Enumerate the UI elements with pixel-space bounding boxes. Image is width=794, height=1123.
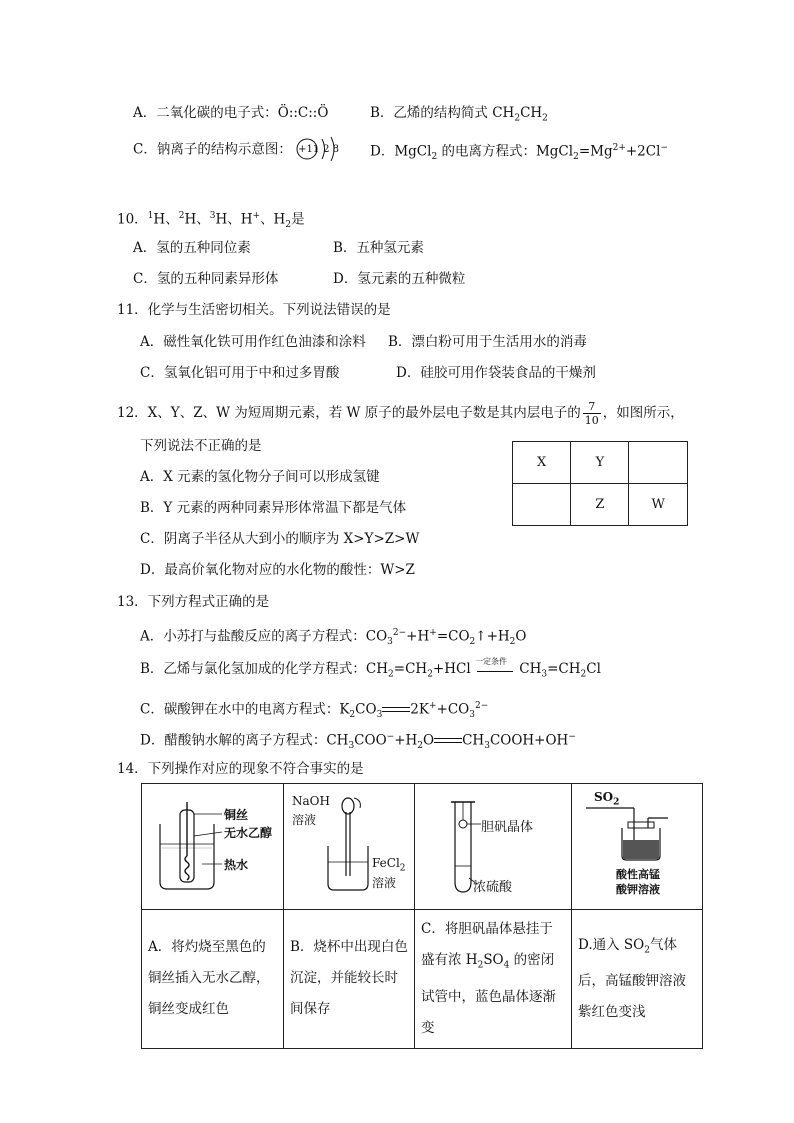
sodium-ion-diagram: +11 2 8: [296, 139, 352, 161]
q11-option-d: D．硅胶可用作袋装食品的干燥剂: [396, 365, 596, 381]
q12-option-b: B．Y 元素的两种同素异形体常温下都是气体: [140, 500, 407, 516]
q9-option-b: B．乙烯的结构简式 $CH_2CH_2$: [370, 105, 548, 124]
q12-stem: 12．X、Y、Z、W 为短周期元素，若 W 原子的最外层电子数是其内层电子的 $\frac{7}{10}$ ，如图所示，: [117, 400, 684, 427]
beaker-copper-wire-icon: [142, 784, 283, 909]
grid-cell: [513, 484, 571, 526]
q12-option-c: C．阴离子半径从大到小的顺序为 X>Y>Z>W: [140, 531, 420, 547]
q9-option-d: D．MgCl$_2$ 的电离方程式：$MgCl_2=Mg^{2+}+2Cl^-$: [370, 143, 668, 163]
q12-option-d: D．最高价氧化物对应的水化物的酸性：W>Z: [140, 562, 415, 578]
co2-electron-formula: Ö::C::Ö: [277, 105, 329, 121]
description-a: A．将灼烧至黑色的铜丝插入无水乙醇，铜丝变成红色: [142, 910, 284, 1049]
q13-option-c: C．碳酸钾在水中的电离方程式：$K_2CO_3$ $2K^++CO_3^{2-}$: [140, 701, 489, 721]
grid-cell: Z: [571, 484, 629, 526]
q10-stem: 10．$^1$H、$^2$H、$^3$H、H+、$H_2$是: [117, 211, 305, 231]
description-d: D.通入 $SO_2$气体后，高锰酸钾溶液紫红色变浅: [572, 910, 703, 1049]
q12-option-a: A．X 元素的氢化物分子间可以形成氢键: [140, 469, 380, 485]
experiment-table: [141, 783, 703, 1049]
q13-option-b: B．乙烯与氯化氢加成的化学方程式：$CH_2=CH_2+HCl$ 一定条件 $CH_3=CH_2Cl$: [140, 656, 601, 680]
q10-option-a: A．氢的五种同位素: [133, 240, 251, 256]
reversible-arrow: [434, 736, 462, 746]
description-b: B．烧杯中出现白色沉淀，并能较长时间保存: [284, 910, 415, 1049]
grid-cell: [629, 442, 688, 484]
figure-b: NaOH 溶液 FeCl$_2$ 溶液: [284, 784, 415, 910]
q11-option-b: B．漂白粉可用于生活用水的消毒: [388, 334, 587, 350]
figure-d: $SO_2$ 酸性高锰 酸钾溶液: [572, 784, 703, 910]
q10-option-b: B．五种氢元素: [333, 240, 424, 256]
q11-option-a: A．磁性氧化铁可用作红色油漆和涂料: [140, 334, 366, 350]
q11-stem: 11．化学与生活密切相关。下列说法错误的是: [117, 302, 391, 318]
grid-cell: W: [629, 484, 688, 526]
grid-cell: X: [513, 442, 571, 484]
q11-option-c: C．氢氧化铝可用于中和过多胃酸: [140, 365, 340, 381]
q13-option-a: A．小苏打与盐酸反应的离子方程式：$CO_3^{2-}+H^+=CO_2↑+H_2O$: [140, 628, 527, 648]
q10-option-c: C．氢的五种同素异形体: [133, 271, 279, 287]
fraction: $\frac{7}{10}$: [584, 400, 599, 427]
description-c: C．将胆矾晶体悬挂于盛有浓 $H_2SO_4$ 的密闭试管中，蓝色晶体逐渐变: [415, 910, 572, 1049]
q10-option-d: D．氢元素的五种微粒: [333, 271, 466, 287]
figure-a: 铜丝 无水乙醇 热水: [142, 784, 284, 910]
reversible-arrow: [382, 705, 410, 715]
grid-cell: Y: [571, 442, 629, 484]
q9-option-a: A．二氧化碳的电子式：Ö::C::Ö: [133, 105, 329, 121]
periodic-grid: [512, 441, 688, 526]
q9-option-c: C．钠离子的结构示意图： +11 2 8: [133, 139, 352, 161]
figure-c: 胆矾晶体 浓硫酸: [415, 784, 572, 910]
q13-option-d: D．醋酸钠水解的离子方程式：$CH_3COO^-+H_2O$ $CH_3COOH+OH^-$: [140, 732, 576, 752]
q13-stem: 13．下列方程式正确的是: [117, 594, 270, 610]
q14-stem: 14．下列操作对应的现象不符合事实的是: [117, 761, 364, 777]
q12-stem-2: 下列说法不正确的是: [140, 438, 262, 454]
reaction-arrow: 一定条件: [475, 663, 515, 677]
